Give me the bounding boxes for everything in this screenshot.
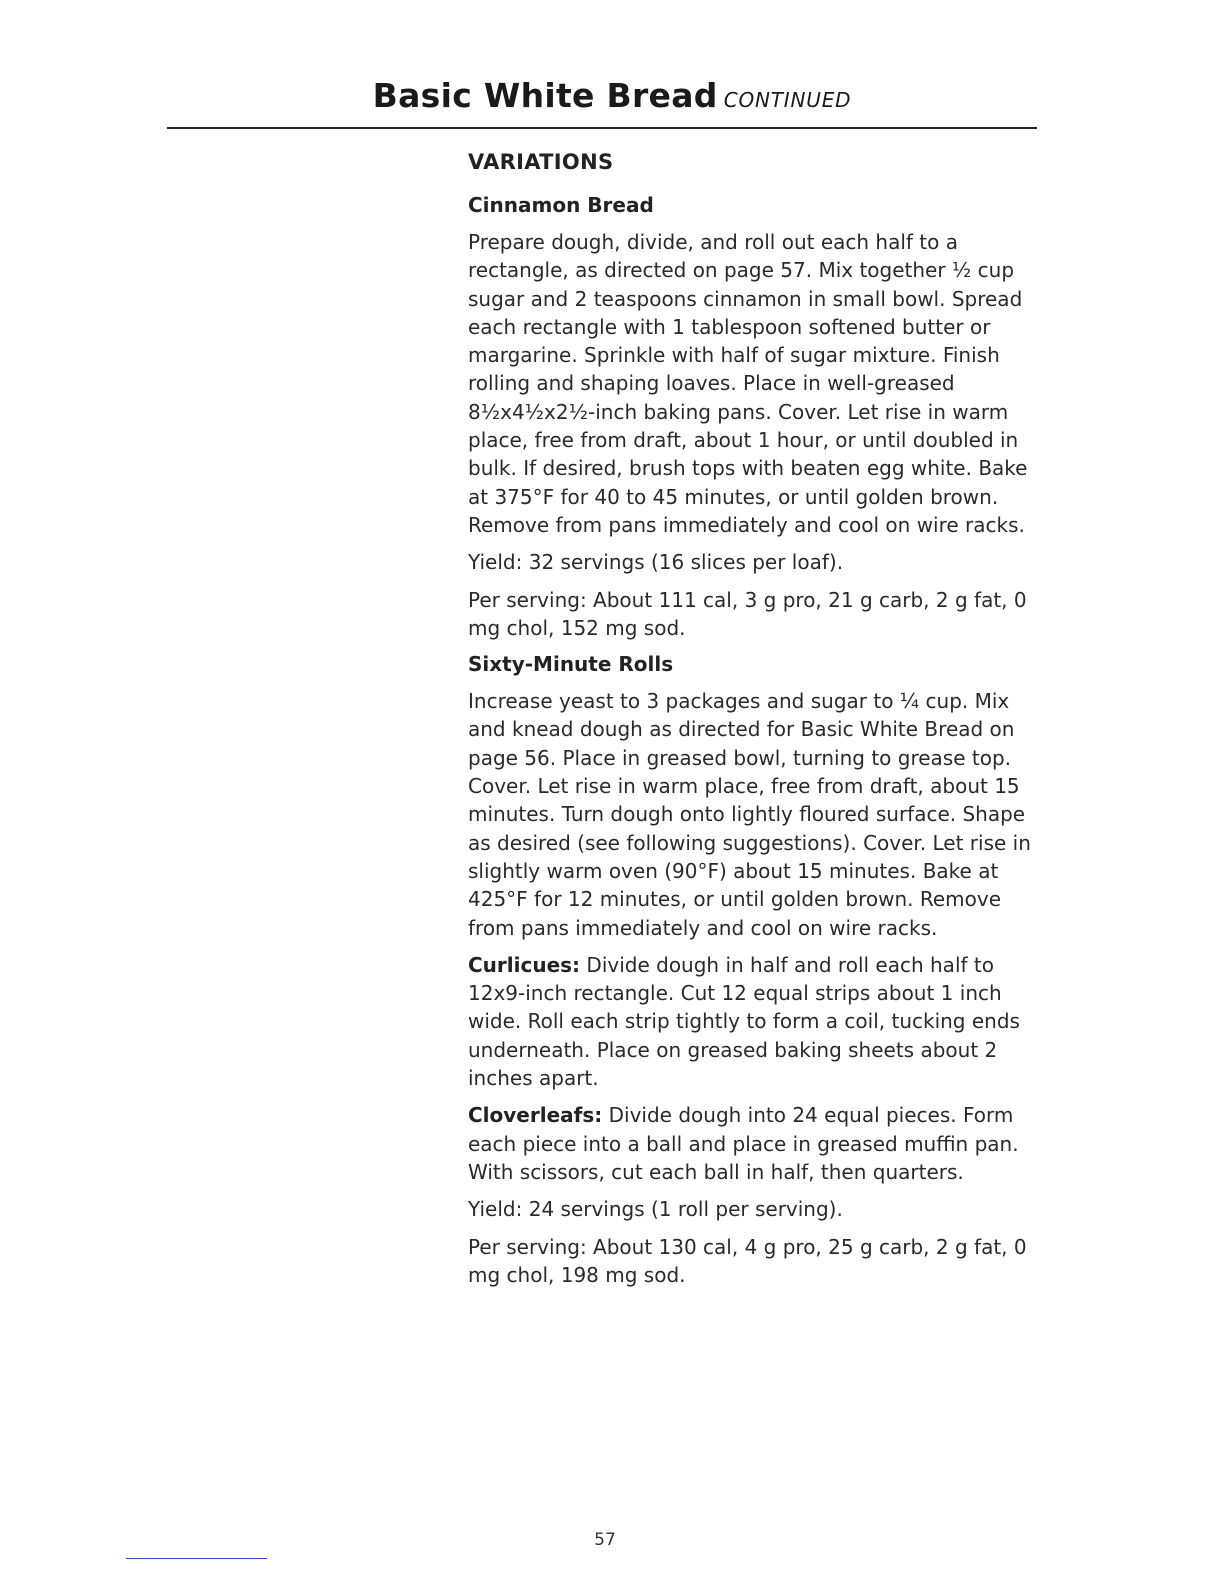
recipe-title: Sixty-Minute Rolls <box>468 652 674 677</box>
recipe-nutrition: Per serving: About 130 cal, 4 g pro, 25 g carb, 2 g fat, 0 mg chol, 198 mg sod. <box>468 1234 1027 1287</box>
section-title: VARIATIONS <box>468 150 614 174</box>
page-subtitle: CONTINUED <box>723 88 852 112</box>
recipe-nutrition: Per serving: About 111 cal, 3 g pro, 21 g carb, 2 g fat, 0 mg chol, 152 mg sod. <box>468 587 1027 640</box>
page-title: Basic White Bread <box>372 76 718 115</box>
shape-text: Divide dough in half and roll each half to 12x9-inch rectangle. Cut 12 equal strips about 1 inch wide. Roll each strip tightly to form a coil, tucking ends underneath. Place on greased baking sheets about 2 inches apart. <box>468 952 1020 1091</box>
recipe-sixty-minute-rolls <box>468 651 1043 1289</box>
recipe-cinnamon-bread <box>468 192 1043 642</box>
recipe-title: Cinnamon Bread <box>468 193 654 217</box>
recipe-yield: Yield: 32 servings (16 slices per loaf). <box>468 550 844 575</box>
header-rule <box>167 127 1037 129</box>
shape-text: Divide dough into 24 equal pieces. Form each piece into a ball and place in greased muffin pan. With scissors, cut each ball in half, then quarters. <box>468 1103 1019 1184</box>
content-column <box>468 146 1043 1298</box>
shape-label: Cloverleafs: <box>468 1103 603 1128</box>
footer-rule <box>126 1558 267 1559</box>
shape-label: Curlicues: <box>468 952 581 977</box>
shape-cloverleafs <box>468 1101 1043 1186</box>
recipe-directions: Prepare dough, divide, and roll out each half to a rectangle, as directed on page 57. Mix together ½ cup sugar and 2 teaspoons cinnamon in small bowl. Spread each rectangle with 1 tablespoon softened butter or margarine. Sprinkle with half of sugar mixture. Finish rolling and shaping loaves. Place in well-greased 8½x4½x2½-inch baking pans. Cover. Let rise in warm place, free from draft, about 1 hour, or until doubled in bulk. If desired, brush tops with beaten egg white. Bake at 375°F for 40 to 45 minutes, or until golden brown. Remove from pans immediately and cool on wire racks. <box>468 230 1028 537</box>
recipe-directions: Increase yeast to 3 packages and sugar to ¼ cup. Mix and knead dough as directed for Basic White Bread on page 56. Place in greased bowl, turning to grease top. Cover. Let rise in warm place, free from draft, about 15 minutes. Turn dough onto lightly floured surface. Shape as desired (see following suggestions). Cover. Let rise in slightly warm oven (90°F) about 15 minutes. Bake at 425°F for 12 minutes, or until golden brown. Remove from pans immediately and cool on wire racks. <box>468 689 1031 940</box>
recipe-yield: Yield: 24 servings (1 roll per serving). <box>468 1197 843 1222</box>
page-number: 57 <box>594 1530 616 1550</box>
page-header <box>0 76 1224 115</box>
shape-curlicues <box>468 951 1043 1092</box>
